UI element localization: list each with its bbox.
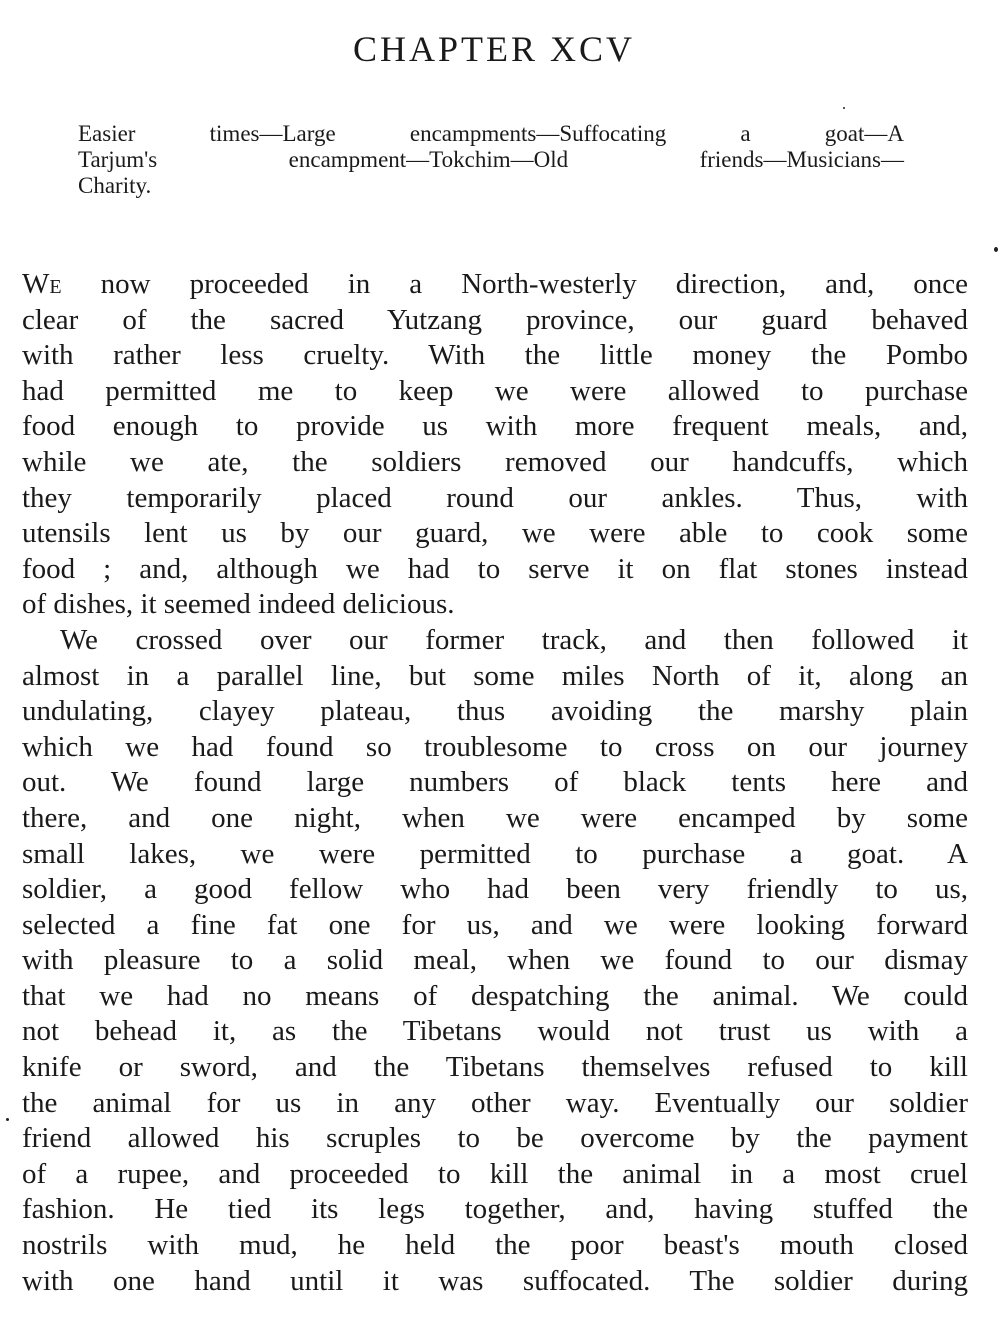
ink-speck xyxy=(6,1118,9,1121)
body-line: food enough to provide us with more frequent meals, and, xyxy=(22,410,968,443)
synopsis-line: Tarjum's encampment—Tokchim—Old friends—Musicians— xyxy=(78,147,904,172)
body-line: the animal for us in any other way. Eventually our soldier xyxy=(22,1086,968,1119)
body-line: almost in a parallel line, but some miles North of it, along an xyxy=(22,659,968,692)
body-line: fashion. He tied its legs together, and, having stuffed the xyxy=(22,1193,968,1226)
synopsis-line: Charity. xyxy=(78,173,152,198)
body-line: knife or sword, and the Tibetans themselves refused to kill xyxy=(22,1051,968,1084)
body-line: that we had no means of despatching the animal. We could xyxy=(22,979,968,1012)
body-line: had permitted me to keep we were allowed to purchase xyxy=(22,374,968,407)
body-line: soldier, a good fellow who had been very friendly to us, xyxy=(22,873,968,906)
paragraph-1 xyxy=(22,267,968,623)
body-line: they temporarily placed round our ankles. Thus, with xyxy=(22,481,968,514)
body-line: small lakes, we were permitted to purchase a goat. A xyxy=(22,837,968,870)
body-text xyxy=(22,267,968,1299)
ink-speck xyxy=(994,247,998,252)
synopsis-line: Easier times—Large encampments—Suffocating a goat—A xyxy=(78,121,904,146)
body-line: We crossed over our former track, and then followed it xyxy=(60,623,968,656)
body-line: with pleasure to a solid meal, when we found to our dismay xyxy=(22,944,968,977)
paragraph-2 xyxy=(22,623,968,1299)
body-line: not behead it, as the Tibetans would not trust us with a xyxy=(22,1015,968,1048)
body-line: which we had found so troublesome to cross on our journey xyxy=(22,730,968,763)
body-line: undulating, clayey plateau, thus avoiding the marshy plain xyxy=(22,695,968,728)
body-line-text: now proceeded in a North-westerly direction, and, once xyxy=(61,268,968,300)
chapter-title: CHAPTER XCV xyxy=(352,29,636,69)
body-line: food ; and, although we had to serve it on flat stones instead xyxy=(22,552,968,585)
body-line: selected a fine fat one for us, and we were looking forward xyxy=(22,908,968,941)
drop-lead-word: We xyxy=(22,268,62,300)
body-line: of a rupee, and proceeded to kill the animal in a most cruel xyxy=(22,1157,968,1190)
body-line: out. We found large numbers of black tents here and xyxy=(22,766,968,799)
body-line: there, and one night, when we were encamped by some xyxy=(22,801,968,834)
body-line xyxy=(22,267,968,303)
body-line: friend allowed his scruples to be overcome by the payment xyxy=(22,1122,968,1155)
chapter-synopsis xyxy=(78,121,904,199)
body-line: utensils lent us by our guard, we were able to cook some xyxy=(22,517,968,550)
body-line: while we ate, the soldiers removed our handcuffs, which xyxy=(22,445,968,478)
body-line: with one hand until it was suffocated. The soldier during xyxy=(22,1264,968,1297)
body-line: clear of the sacred Yutzang province, our guard behaved xyxy=(22,303,968,336)
body-line: nostrils with mud, he held the poor beast's mouth closed xyxy=(22,1229,968,1262)
body-line: with rather less cruelty. With the little money the Pombo xyxy=(22,339,968,372)
ink-speck xyxy=(843,107,845,109)
body-line: of dishes, it seemed indeed delicious. xyxy=(22,588,455,621)
